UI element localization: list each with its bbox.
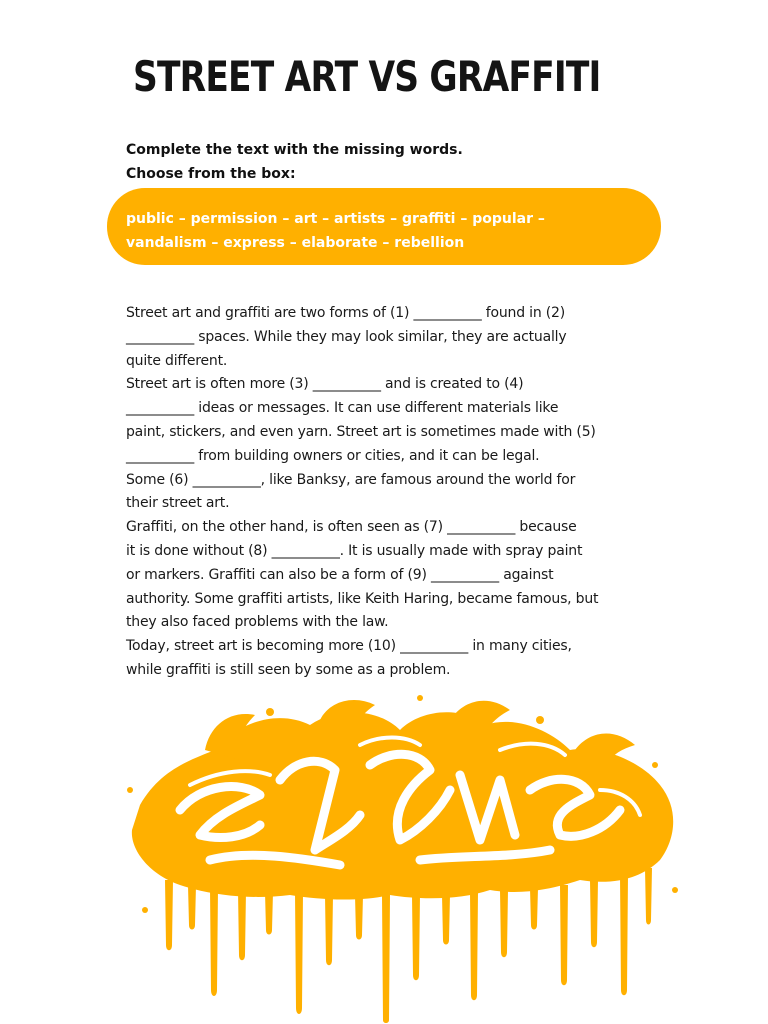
passage-line: Street art is often more (3) __________ and is created to (4) [126, 376, 524, 393]
passage-line: their street art. [126, 495, 230, 512]
passage-text [126, 302, 661, 683]
passage-line: they also faced problems with the law. [126, 614, 389, 631]
passage-line: Street art and graffiti are two forms of (1) __________ found in (2) [126, 305, 565, 321]
passage-line: Some (6) __________, like Banksy, are famous around the world for [126, 471, 576, 488]
word-box [107, 188, 661, 265]
instructions [126, 138, 686, 186]
word-box-line: vandalism – express – elaborate – rebellion [126, 235, 465, 251]
passage-line: or markers. Graffiti can also be a form of (9) __________ against [126, 566, 554, 583]
word-box-line: public – permission – art – artists – graffiti – popular – [126, 211, 545, 227]
passage-line: authority. Some graffiti artists, like Keith Haring, became famous, but [126, 590, 599, 607]
passage-line: Today, street art is becoming more (10) __________ in many cities, [126, 638, 572, 655]
graffiti-illustration [120, 690, 685, 1024]
instructions-line: Choose from the box: [126, 166, 296, 182]
passage-line: __________ ideas or messages. It can use different materials like [126, 400, 559, 417]
passage-line: it is done without (8) __________. It is usually made with spray paint [126, 542, 583, 559]
page-title: STREET ART VS GRAFFITI [133, 52, 601, 101]
passage-line: Graffiti, on the other hand, is often seen as (7) __________ because [126, 519, 577, 536]
passage-line: while graffiti is still seen by some as a problem. [126, 661, 451, 678]
passage-line: __________ spaces. While they may look similar, they are actually [126, 328, 567, 345]
passage-line: __________ from building owners or cities, and it can be legal. [126, 447, 540, 464]
passage-line: paint, stickers, and even yarn. Street art is sometimes made with (5) [126, 423, 596, 440]
passage-line: quite different. [126, 352, 228, 369]
instructions-line: Complete the text with the missing words. [126, 142, 463, 158]
